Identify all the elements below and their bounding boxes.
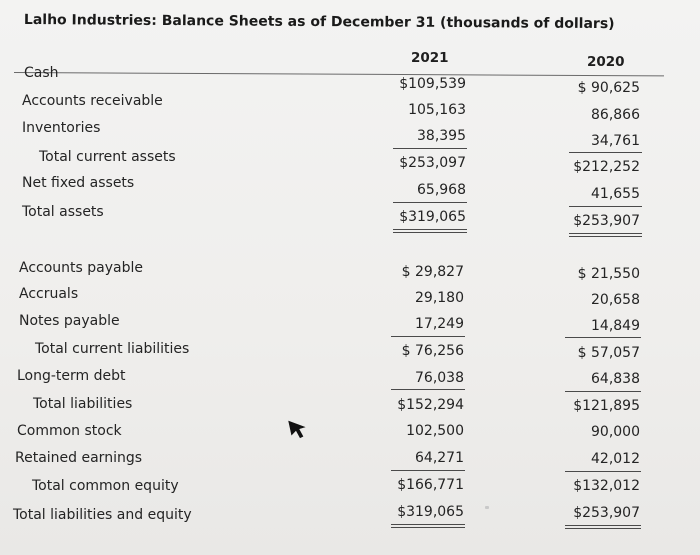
label-accounts-payable: Accounts payable [19,260,143,276]
total-common-equity-2021: $166,771 [397,477,464,493]
total-liab-equity-double-rule-2021 [391,524,465,528]
total-assets-double-rule-2021 [393,229,467,233]
accounts-payable-2020: $ 21,550 [577,266,640,282]
current-liab-rule-2021 [391,336,465,337]
total-liab-equity-double-rule-2020 [565,525,641,529]
total-liabilities-and-equity-2021: $319,065 [397,504,464,520]
net-fixed-assets-2020: 41,655 [591,186,640,202]
accounts-payable-2021: $ 29,827 [401,264,464,280]
long-term-debt-2021: 76,038 [415,370,464,386]
total-current-assets-2020: $212,252 [573,159,640,175]
equity-rule-2021 [391,470,465,471]
notes-payable-2020: 14,849 [591,318,640,334]
cash-2020: $ 90,625 [577,80,640,96]
label-total-current-assets: Total current assets [39,149,176,165]
total-common-equity-2020: $132,012 [573,478,640,494]
fixed-rule-2021 [393,202,467,203]
label-retained-earnings: Retained earnings [15,450,143,466]
total-assets-2021: $319,065 [399,209,466,225]
total-liabilities-2020: $121,895 [573,398,640,414]
inventories-2020: 34,761 [591,133,640,149]
label-accounts-receivable: Accounts receivable [22,93,163,109]
long-term-debt-2020: 64,838 [591,371,640,387]
retained-earnings-2020: 42,012 [591,451,640,467]
label-common-stock: Common stock [17,423,122,439]
accruals-2020: 20,658 [591,292,640,308]
common-stock-2020: 90,000 [591,424,640,440]
total-assets-double-rule-2020 [569,233,642,237]
dust-speck [485,506,489,509]
accounts-receivable-2020: 86,866 [591,107,640,123]
year-header-2020: 2020 [587,54,625,70]
equity-rule-2020 [565,471,641,472]
inventories-2021: 38,395 [417,128,466,144]
label-inventories: Inventories [22,120,101,136]
retained-earnings-2021: 64,271 [415,450,464,466]
year-header-2021: 2021 [411,50,449,66]
notes-payable-2021: 17,249 [415,316,464,332]
total-current-liabilities-2020: $ 57,057 [577,345,640,361]
header-divider [14,72,664,76]
subtotal-rule-2020 [569,152,642,153]
ltd-rule-2020 [565,391,641,392]
total-current-liabilities-2021: $ 76,256 [401,343,464,359]
fixed-rule-2020 [569,206,642,207]
label-total-assets: Total assets [22,204,104,220]
ltd-rule-2021 [391,389,465,390]
label-total-current-liabilities: Total current liabilities [35,341,190,357]
label-total-liabilities: Total liabilities [33,396,133,412]
label-cash: Cash [24,65,59,81]
common-stock-2021: 102,500 [406,423,464,439]
label-total-liabilities-and-equity: Total liabilities and equity [13,507,192,523]
accruals-2021: 29,180 [415,290,464,306]
page-title: Lalho Industries: Balance Sheets as of December 31 (thousands of dollars) [23,12,615,33]
subtotal-rule-2021 [393,148,467,149]
label-long-term-debt: Long-term debt [17,368,126,384]
label-net-fixed-assets: Net fixed assets [22,175,135,191]
net-fixed-assets-2021: 65,968 [417,182,466,198]
label-accruals: Accruals [19,286,79,302]
cash-2021: $109,539 [399,76,466,92]
label-notes-payable: Notes payable [19,313,120,329]
total-current-assets-2021: $253,097 [399,155,466,171]
total-assets-2020: $253,907 [573,213,640,229]
total-liabilities-2021: $152,294 [397,397,464,413]
current-liab-rule-2020 [565,337,641,338]
total-liabilities-and-equity-2020: $253,907 [573,505,640,521]
mouse-pointer-icon [288,418,308,442]
accounts-receivable-2021: 105,163 [408,102,466,118]
label-total-common-equity: Total common equity [32,478,179,494]
